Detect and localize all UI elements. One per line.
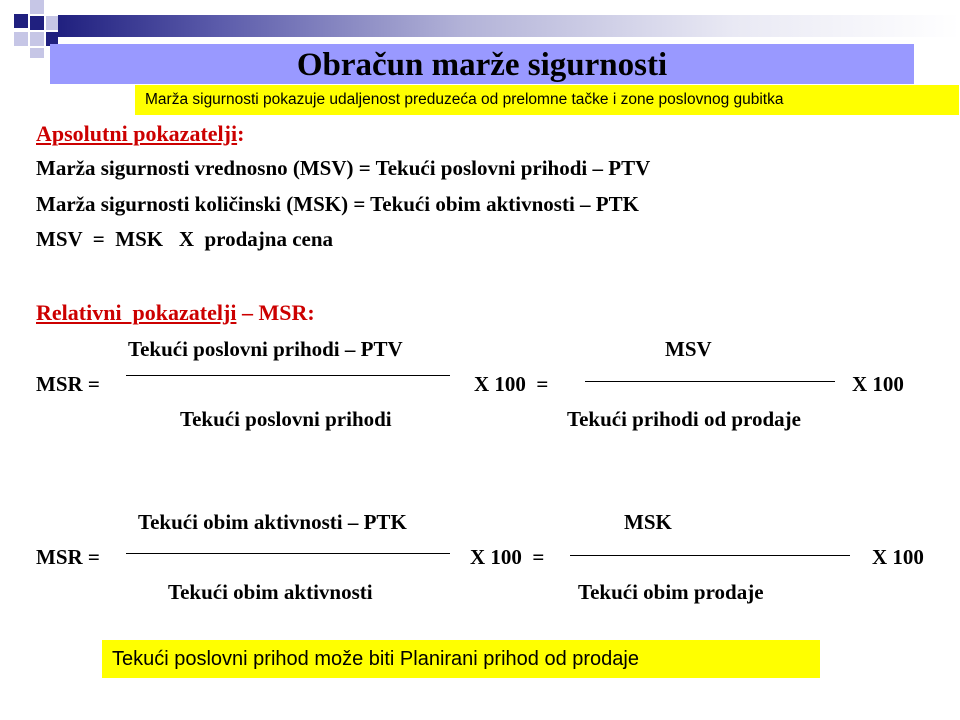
decor-square: [30, 16, 44, 30]
page-title: Obračun marže sigurnosti: [296, 47, 668, 83]
absolute-heading: [36, 121, 244, 147]
relative-heading-suffix: – MSR:: [236, 300, 315, 325]
formula2-multiplier-1: X 100 =: [470, 545, 545, 569]
formula1-denominator-2: Tekući prihodi od prodaje: [567, 407, 801, 431]
decor-square: [30, 48, 44, 58]
formula2-multiplier-2: X 100: [872, 545, 924, 569]
formula2-numerator-2: MSK: [624, 510, 672, 534]
msk-definition: Marža sigurnosti količinski (MSK) = Tekući obim aktivnosti – PTK: [36, 192, 639, 216]
formula1-lhs: MSR =: [36, 372, 100, 396]
formula2-fraction-line-1: [126, 553, 450, 554]
decor-square: [30, 0, 44, 14]
formula2-denominator-1: Tekući obim aktivnosti: [168, 580, 373, 604]
absolute-heading-colon: :: [237, 121, 245, 146]
subtitle-highlight: Marža sigurnosti pokazuje udaljenost preduzeća od prelomne tačke i zone poslovnog gubitka: [135, 85, 959, 115]
formula1-multiplier-1: X 100 =: [474, 372, 549, 396]
decor-square: [30, 32, 44, 46]
formula1-fraction-line-2: [585, 381, 835, 382]
absolute-heading-label: Apsolutni pokazatelji: [36, 121, 238, 146]
relative-heading-label: Relativni pokazatelji: [36, 300, 237, 325]
relative-heading: [36, 300, 315, 326]
formula2-fraction-line-2: [570, 555, 850, 556]
msv-definition: Marža sigurnosti vrednosno (MSV) = Tekući poslovni prihodi – PTV: [36, 156, 651, 180]
header-gradient-bar: [58, 15, 960, 37]
formula1-fraction-line-1: [126, 375, 450, 376]
decor-square: [14, 14, 28, 28]
decor-square: [46, 16, 58, 30]
formula2-denominator-2: Tekući obim prodaje: [578, 580, 764, 604]
formula2-numerator-1: Tekući obim aktivnosti – PTK: [138, 510, 407, 534]
note-highlight: Tekući poslovni prihod može biti Planirani prihod od prodaje: [102, 640, 820, 678]
formula1-multiplier-2: X 100: [852, 372, 904, 396]
formula1-denominator-1: Tekući poslovni prihodi: [180, 407, 392, 431]
formula1-numerator-2: MSV: [665, 337, 712, 361]
formula1-numerator-1: Tekući poslovni prihodi – PTV: [128, 337, 403, 361]
decor-square: [14, 32, 28, 46]
formula2-lhs: MSR =: [36, 545, 100, 569]
msv-msk-relation: MSV = MSK X prodajna cena: [36, 227, 334, 251]
